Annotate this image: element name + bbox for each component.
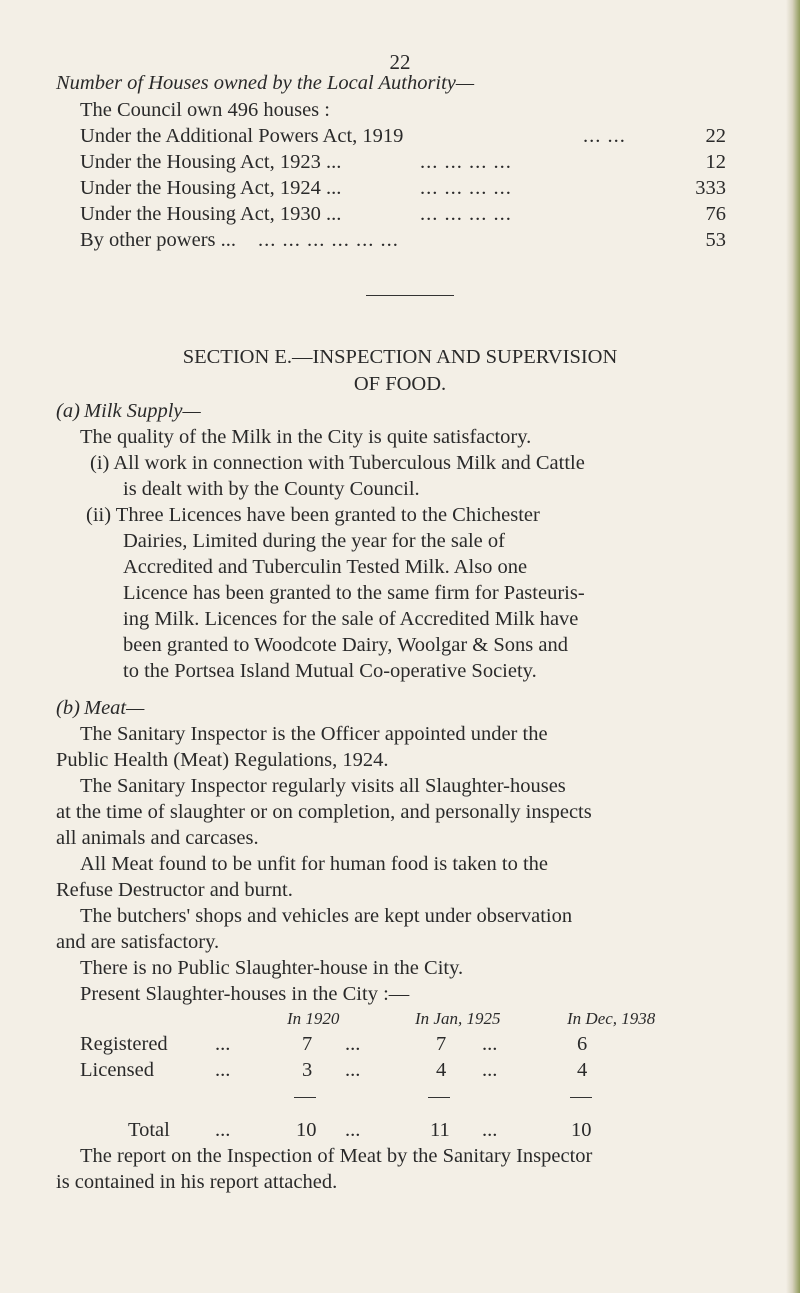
houses-row-value: 12 [705, 151, 726, 173]
table-cell: 4 [577, 1059, 588, 1081]
section-title-line-1: SECTION E.—INSPECTION AND SUPERVISION [182, 346, 618, 368]
sum-rule [428, 1097, 450, 1098]
table-cell: 3 [302, 1059, 313, 1081]
milk-line: to the Portsea Island Mutual Co-operative Society. [123, 660, 537, 682]
page-edge [786, 0, 800, 1293]
milk-line: been granted to Woodcote Dairy, Woolgar & Sons and [123, 634, 568, 656]
houses-intro: The Council own 496 houses : [80, 99, 330, 121]
meat-line: all animals and carcases. [56, 827, 259, 849]
table-total-label: Total [128, 1119, 170, 1141]
table-dots: ... [345, 1119, 361, 1141]
section-title-line-2: OF FOOD. [353, 373, 447, 395]
meat-line: and are satisfactory. [56, 931, 220, 953]
houses-row-dots: ... ... ... ... ... ... [258, 229, 399, 251]
milk-line: is dealt with by the County Council. [123, 478, 420, 500]
meat-heading: Meat— [84, 697, 145, 719]
table-cell: 7 [302, 1033, 313, 1055]
meat-line: Refuse Destructor and burnt. [56, 879, 293, 901]
sum-rule [570, 1097, 592, 1098]
houses-row-dots: ... ... ... ... [420, 177, 512, 199]
houses-row-value: 333 [695, 177, 726, 199]
meat-line: There is no Public Slaughter-house in the City. [80, 957, 464, 979]
table-row-label: Licensed [80, 1059, 154, 1081]
milk-line: Dairies, Limited during the year for the sale of [123, 530, 505, 552]
divider-rule [366, 295, 454, 296]
sum-rule [294, 1097, 316, 1098]
milk-line: Licence has been granted to the same firm for Pasteuris- [123, 582, 585, 604]
meat-line: All Meat found to be unfit for human food is taken to the [80, 853, 548, 875]
table-total-cell: 10 [571, 1119, 592, 1141]
table-dots: ... [482, 1119, 498, 1141]
meat-line: The Sanitary Inspector is the Officer appointed under the [80, 723, 548, 745]
table-column-header: In 1920 [287, 1009, 340, 1028]
meat-marker: (b) [56, 697, 80, 719]
table-cell: 4 [436, 1059, 447, 1081]
houses-row-dots: ... ... ... ... [420, 203, 512, 225]
meat-line: Public Health (Meat) Regulations, 1924. [56, 749, 389, 771]
meat-line: Present Slaughter-houses in the City :— [80, 983, 410, 1005]
table-total-cell: 10 [296, 1119, 317, 1141]
houses-row-label: Under the Housing Act, 1923 ... [80, 151, 342, 173]
table-dots: ... [482, 1033, 498, 1055]
meat-line: The butchers' shops and vehicles are kept under observation [80, 905, 573, 927]
houses-row-label: Under the Additional Powers Act, 1919 [80, 125, 404, 147]
table-column-header: In Dec, 1938 [567, 1009, 656, 1028]
houses-row-label: By other powers ... [80, 229, 237, 251]
houses-row-value: 76 [705, 203, 726, 225]
houses-row-label: Under the Housing Act, 1930 ... [80, 203, 342, 225]
table-cell: 6 [577, 1033, 588, 1055]
closing-line: is contained in his report attached. [56, 1171, 338, 1193]
houses-row-dots: ... ... ... ... [420, 151, 512, 173]
milk-line: (i) All work in connection with Tuberculous Milk and Cattle [90, 452, 585, 474]
milk-marker: (a) [56, 400, 80, 422]
houses-heading: Number of Houses owned by the Local Authority— [56, 72, 475, 94]
milk-line: Accredited and Tuberculin Tested Milk. Also one [123, 556, 528, 578]
table-dots: ... [215, 1059, 231, 1081]
milk-line: ing Milk. Licences for the sale of Accredited Milk have [123, 608, 579, 630]
table-row-label: Registered [80, 1033, 168, 1055]
houses-row-value: 22 [705, 125, 726, 147]
houses-row-label: Under the Housing Act, 1924 ... [80, 177, 342, 199]
table-total-cell: 11 [430, 1119, 450, 1141]
page-number: 22 [389, 50, 411, 74]
houses-row-value: 53 [705, 229, 726, 251]
closing-line: The report on the Inspection of Meat by the Sanitary Inspector [80, 1145, 593, 1167]
milk-line: (ii) Three Licences have been granted to the Chichester [86, 504, 540, 526]
table-column-header: In Jan, 1925 [415, 1009, 501, 1028]
table-cell: 7 [436, 1033, 447, 1055]
milk-heading: Milk Supply— [84, 400, 201, 422]
meat-line: at the time of slaughter or on completion, and personally inspects [56, 801, 592, 823]
table-dots: ... [345, 1059, 361, 1081]
table-dots: ... [482, 1059, 498, 1081]
table-dots: ... [215, 1119, 231, 1141]
table-dots: ... [345, 1033, 361, 1055]
milk-line: The quality of the Milk in the City is quite satisfactory. [80, 426, 532, 448]
meat-line: The Sanitary Inspector regularly visits all Slaughter-houses [80, 775, 566, 797]
houses-row-dots: ... ... [583, 125, 626, 147]
table-dots: ... [215, 1033, 231, 1055]
